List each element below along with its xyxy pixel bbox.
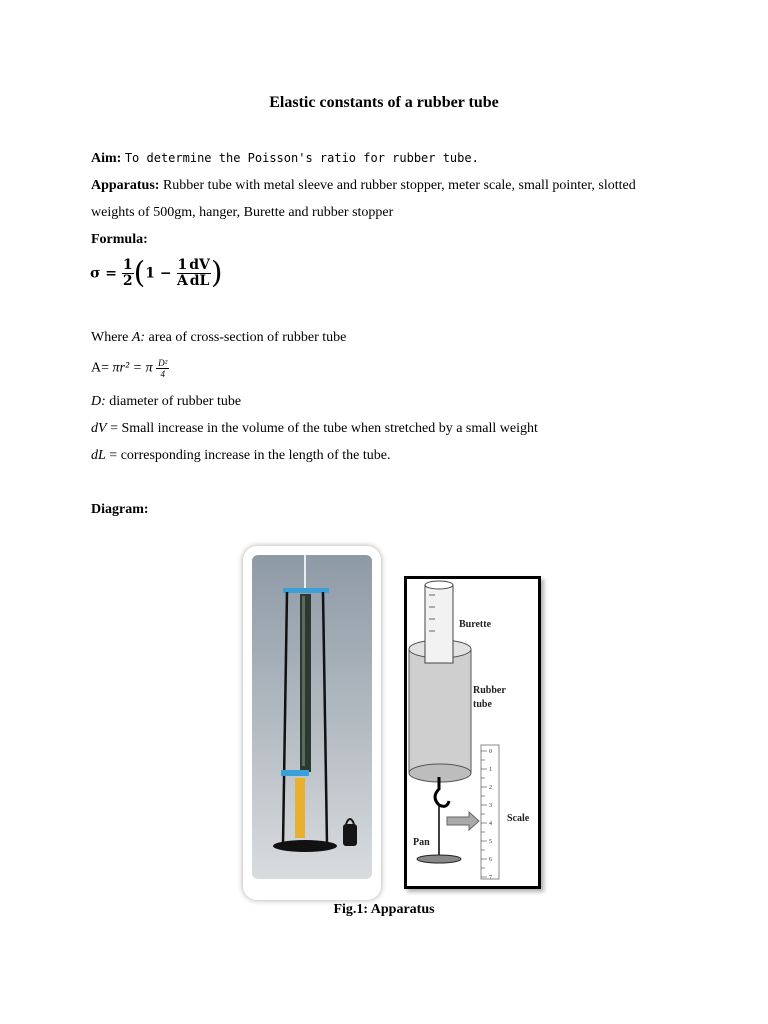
scale-tick-7: 7	[489, 875, 492, 881]
formula-frac-1-a	[177, 258, 189, 289]
where-text: area of cross-section of rubber tube	[145, 330, 347, 345]
apparatus-line-2: weights of 500gm, hanger, Burette and rubber stopper	[91, 205, 394, 220]
scale-tick-4: 4	[489, 821, 492, 827]
apparatus-label: Apparatus:	[91, 178, 160, 193]
apparatus-line-1	[91, 178, 636, 194]
poisson-formula: σ = $\frac{1}{2}$ (1 − $\frac{1}{A}$ $\frac{dV}{dL}$ )	[90, 255, 223, 291]
dv-line	[91, 421, 538, 437]
dv-var: dV	[91, 421, 107, 436]
page-title: Elastic constants of a rubber tube	[269, 94, 499, 111]
formula-lhs: σ =	[90, 265, 117, 282]
dv-text: = Small increase in the volume of the tube when stretched by a small weight	[106, 421, 538, 436]
formula-half-num: 1	[122, 257, 133, 273]
formula-one-minus: 1 −	[145, 265, 172, 282]
formula-frac-dl-den: dL	[189, 273, 210, 289]
label-rubber: Rubber	[473, 685, 506, 696]
formula-label: Formula:	[91, 232, 148, 247]
formula-frac-dv-dl	[188, 258, 211, 289]
figure-caption: Fig.1: Apparatus	[333, 902, 435, 917]
where-line	[91, 330, 346, 346]
label-tube: tube	[473, 699, 492, 710]
apparatus-photo-image	[243, 546, 381, 900]
area-eq-prefix: A=	[91, 360, 113, 376]
apparatus-sketch	[404, 576, 541, 889]
label-pan: Pan	[413, 837, 430, 848]
apparatus-photo	[243, 546, 381, 900]
aim-text: To determine the Poisson's ratio for rubber tube.	[124, 151, 479, 165]
formula-half	[122, 258, 134, 289]
formula-frac-1-a-den: A	[176, 273, 188, 289]
area-eq-mid: πr² = π	[112, 360, 153, 376]
aim-label: Aim:	[91, 151, 122, 166]
formula-frac-1-a-num: 1	[177, 257, 188, 273]
label-burette: Burette	[459, 619, 492, 630]
where-prefix: Where	[91, 330, 132, 345]
d-var: D:	[91, 394, 106, 409]
area-fraction	[156, 358, 169, 379]
scale-tick-1: 1	[489, 767, 492, 773]
d-line	[91, 394, 241, 410]
formula-half-den: 2	[122, 273, 133, 289]
dl-text: = corresponding increase in the length of the tube.	[105, 448, 391, 463]
label-scale: Scale	[507, 813, 530, 824]
scale-tick-2: 2	[489, 785, 492, 791]
dl-var: dL	[91, 448, 106, 463]
scale-tick-5: 5	[489, 839, 492, 845]
aim-line	[91, 151, 479, 167]
scale-tick-6: 6	[489, 857, 492, 863]
scale-tick-3: 3	[489, 803, 492, 809]
diagram-label: Diagram:	[91, 502, 149, 517]
scale-tick-0: 0	[489, 749, 492, 755]
d-text: diameter of rubber tube	[105, 394, 242, 409]
dl-line	[91, 448, 391, 464]
formula-frac-dv-num: dV	[189, 257, 210, 273]
area-frac-num: D²	[158, 358, 168, 368]
where-var: A:	[131, 330, 146, 345]
apparatus-sketch-diagram	[407, 579, 538, 886]
area-equation	[91, 358, 169, 379]
apparatus-text-1: Rubber tube with metal sleeve and rubber stopper, meter scale, small pointer, slotted	[162, 178, 636, 193]
area-frac-den: 4	[160, 369, 165, 379]
